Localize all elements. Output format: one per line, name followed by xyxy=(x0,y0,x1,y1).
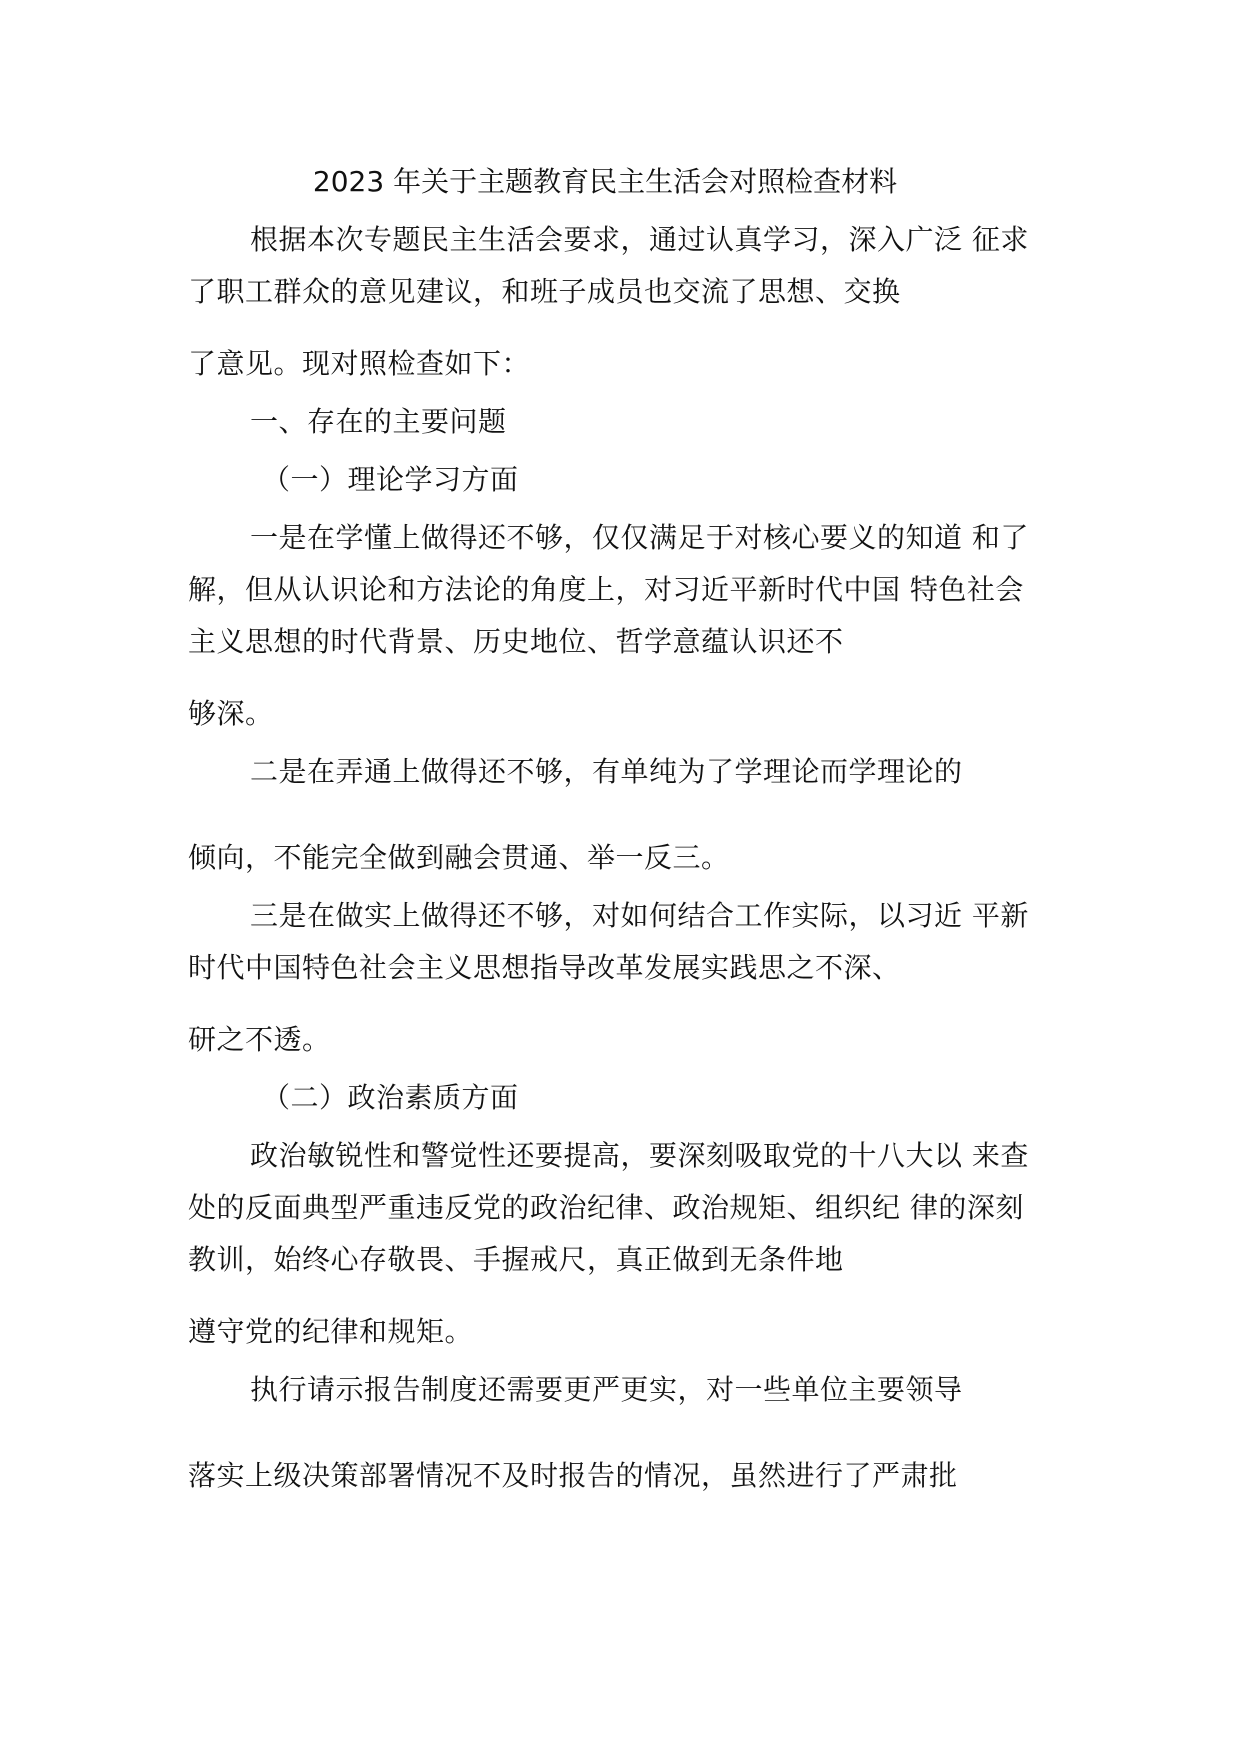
paragraph-political-line-4: 遵守党的纪律和规矩。 xyxy=(188,1315,474,1348)
paragraph-second-line-2: 倾向，不能完全做到融会贯通、举一反三。 xyxy=(188,841,730,874)
paragraph-political-line-2: 处的反面典型严重违反党的政治纪律、政治规矩、组织纪 律的深刻 xyxy=(188,1191,1024,1224)
paragraph-first-line-2: 解，但从认识论和方法论的角度上，对习近平新时代中国 特色社会 xyxy=(188,573,1024,606)
paragraph-intro-line-3: 了意见。现对照检查如下： xyxy=(188,347,531,380)
subsection-heading-political-quality: （二）政治素质方面 xyxy=(262,1081,519,1114)
paragraph-third-line-1: 三是在做实上做得还不够，对如何结合工作实际，以习近 平新 xyxy=(250,899,1029,932)
paragraph-first-line-1: 一是在学懂上做得还不够，仅仅满足于对核心要义的知道 和了 xyxy=(250,521,1029,554)
paragraph-third-line-2: 时代中国特色社会主义思想指导改革发展实践思之不深、 xyxy=(188,951,901,984)
paragraph-intro-line-1: 根据本次专题民主生活会要求，通过认真学习，深入广泛 征求 xyxy=(250,223,1029,256)
paragraph-political-line-3: 教训，始终心存敬畏、手握戒尺，真正做到无条件地 xyxy=(188,1243,844,1276)
paragraph-political-line-1: 政治敏锐性和警觉性还要提高，要深刻吸取党的十八大以 来查 xyxy=(250,1139,1029,1172)
paragraph-third-line-3: 研之不透。 xyxy=(188,1023,331,1056)
paragraph-first-line-3: 主义思想的时代背景、历史地位、哲学意蕴认识还不 xyxy=(188,625,844,658)
document-title: 2023 年关于主题教育民主生活会对照检查材料 xyxy=(312,165,898,198)
section-heading-main-issues: 一、存在的主要问题 xyxy=(250,405,507,438)
paragraph-intro-line-2: 了职工群众的意见建议，和班子成员也交流了思想、交换 xyxy=(188,275,901,308)
paragraph-second-line-1: 二是在弄通上做得还不够，有单纯为了学理论而学理论的 xyxy=(250,755,963,788)
paragraph-report-line-1: 执行请示报告制度还需要更严更实，对一些单位主要领导 xyxy=(250,1373,963,1406)
paragraph-report-line-2: 落实上级决策部署情况不及时报告的情况，虽然进行了严肃批 xyxy=(188,1459,958,1492)
paragraph-first-line-4: 够深。 xyxy=(188,697,274,730)
subsection-heading-theory-study: （一）理论学习方面 xyxy=(262,463,519,496)
